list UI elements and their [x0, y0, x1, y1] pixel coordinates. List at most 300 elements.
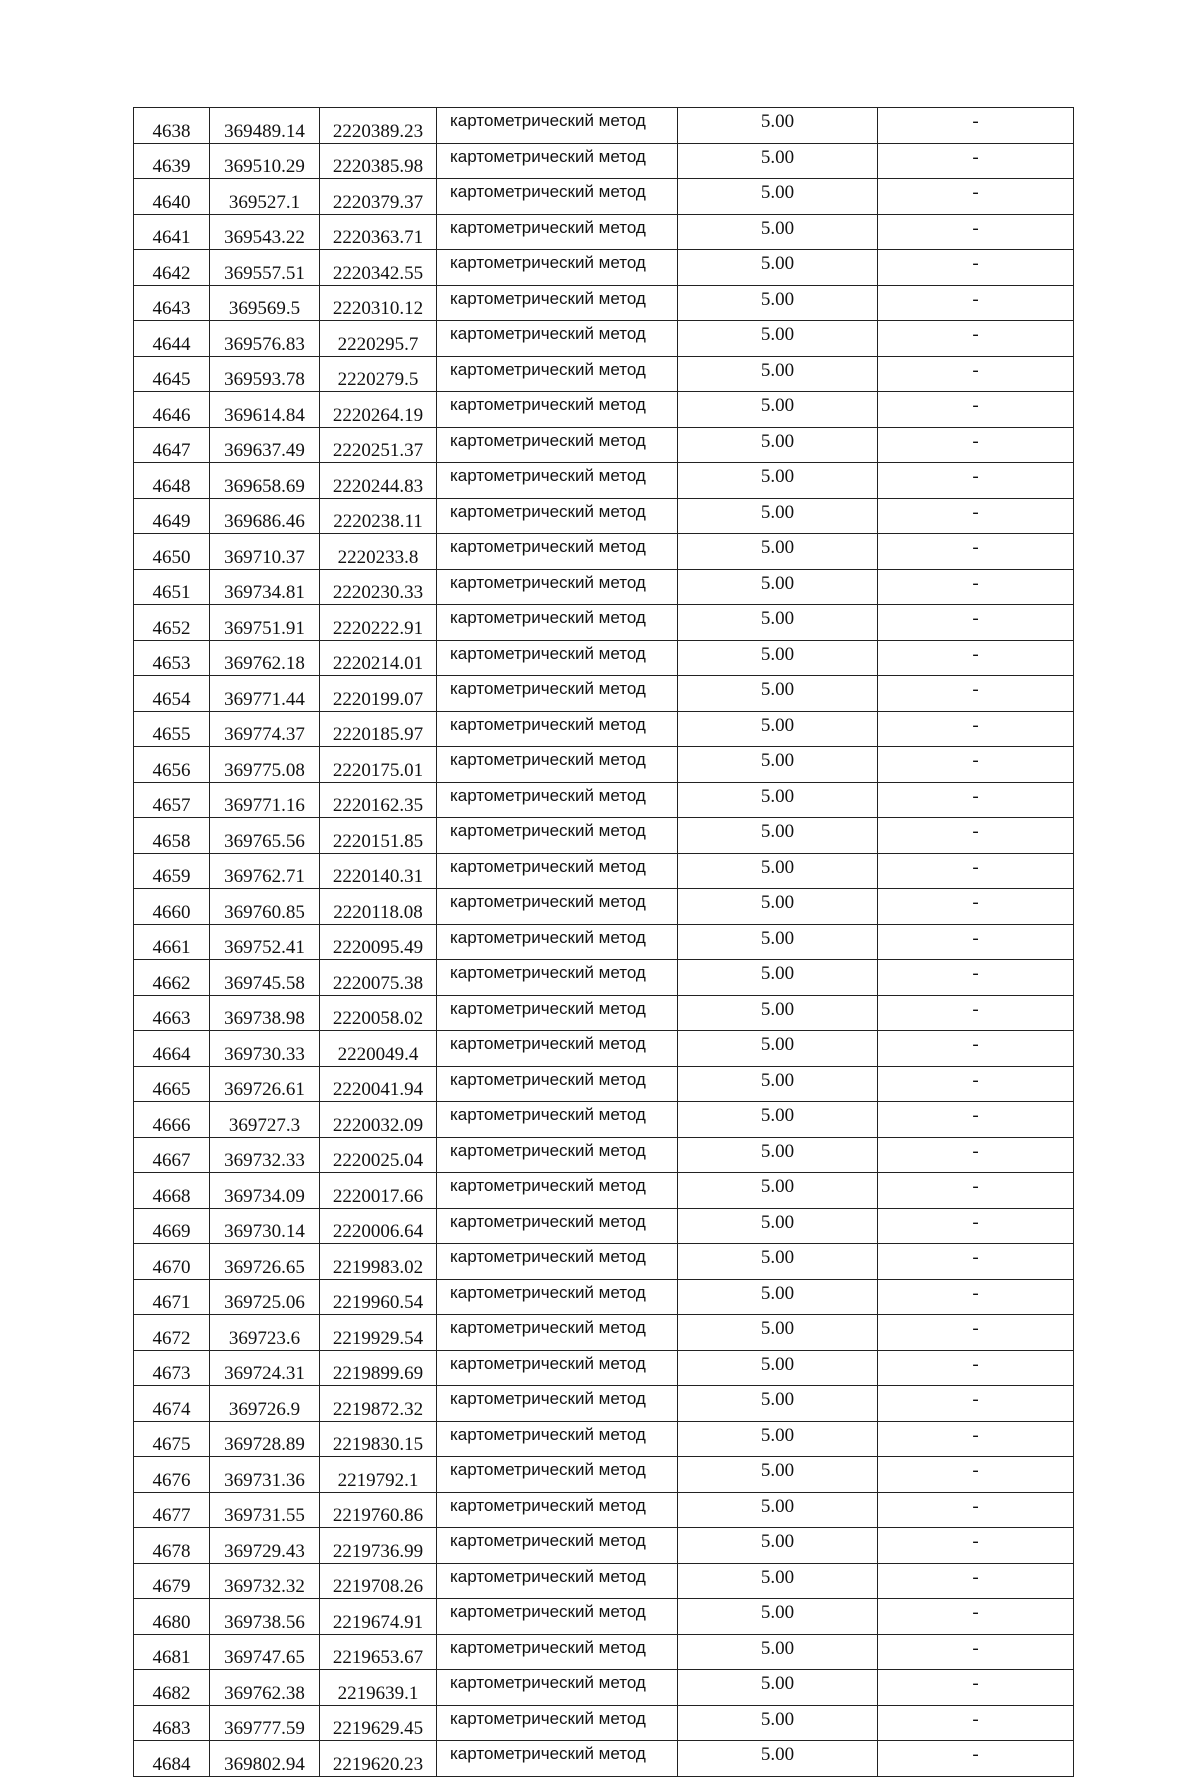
point-number-cell: 4684	[134, 1741, 210, 1777]
x-coordinate-cell: 369774.37	[210, 711, 320, 747]
method-cell: картометрический метод	[437, 250, 678, 286]
error-cell: 5.00	[678, 214, 878, 250]
point-number-cell: 4661	[134, 924, 210, 960]
error-cell: 5.00	[678, 321, 878, 357]
x-coordinate-cell: 369732.32	[210, 1563, 320, 1599]
point-number-cell: 4668	[134, 1173, 210, 1209]
x-coordinate-cell: 369730.33	[210, 1031, 320, 1067]
description-cell: -	[878, 960, 1074, 996]
x-coordinate-cell: 369576.83	[210, 321, 320, 357]
method-cell: картометрический метод	[437, 995, 678, 1031]
description-cell: -	[878, 1066, 1074, 1102]
point-number-cell: 4675	[134, 1421, 210, 1457]
point-number-cell: 4676	[134, 1457, 210, 1493]
table-row	[134, 1634, 1074, 1670]
method-cell: картометрический метод	[437, 640, 678, 676]
point-number-cell: 4653	[134, 640, 210, 676]
x-coordinate-cell: 369751.91	[210, 605, 320, 641]
error-cell: 5.00	[678, 356, 878, 392]
x-coordinate-cell: 369686.46	[210, 498, 320, 534]
table-row	[134, 1741, 1074, 1777]
x-coordinate-cell: 369723.6	[210, 1315, 320, 1351]
x-coordinate-cell: 369637.49	[210, 427, 320, 463]
description-cell: -	[878, 214, 1074, 250]
description-cell: -	[878, 143, 1074, 179]
method-cell: картометрический метод	[437, 1634, 678, 1670]
point-number-cell: 4646	[134, 392, 210, 428]
description-cell: -	[878, 1315, 1074, 1351]
method-cell: картометрический метод	[437, 605, 678, 641]
description-cell: -	[878, 1102, 1074, 1138]
method-cell: картометрический метод	[437, 853, 678, 889]
method-cell: картометрический метод	[437, 960, 678, 996]
y-coordinate-cell: 2220295.7	[320, 321, 437, 357]
method-cell: картометрический метод	[437, 782, 678, 818]
error-cell: 5.00	[678, 179, 878, 215]
description-cell: -	[878, 1137, 1074, 1173]
point-number-cell: 4652	[134, 605, 210, 641]
y-coordinate-cell: 2220214.01	[320, 640, 437, 676]
description-cell: -	[878, 1386, 1074, 1422]
table-row	[134, 1315, 1074, 1351]
point-number-cell: 4683	[134, 1705, 210, 1741]
description-cell: -	[878, 569, 1074, 605]
point-number-cell: 4679	[134, 1563, 210, 1599]
error-cell: 5.00	[678, 1741, 878, 1777]
description-cell: -	[878, 1457, 1074, 1493]
description-cell: -	[878, 1244, 1074, 1280]
table-row	[134, 1137, 1074, 1173]
method-cell: картометрический метод	[437, 1173, 678, 1209]
error-cell: 5.00	[678, 569, 878, 605]
description-cell: -	[878, 1634, 1074, 1670]
x-coordinate-cell: 369762.38	[210, 1670, 320, 1706]
method-cell: картометрический метод	[437, 179, 678, 215]
point-number-cell: 4666	[134, 1102, 210, 1138]
point-number-cell: 4665	[134, 1066, 210, 1102]
point-number-cell: 4663	[134, 995, 210, 1031]
description-cell: -	[878, 1599, 1074, 1635]
method-cell: картометрический метод	[437, 534, 678, 570]
method-cell: картометрический метод	[437, 463, 678, 499]
x-coordinate-cell: 369725.06	[210, 1279, 320, 1315]
table-row	[134, 1279, 1074, 1315]
x-coordinate-cell: 369747.65	[210, 1634, 320, 1670]
table-row	[134, 214, 1074, 250]
y-coordinate-cell: 2220049.4	[320, 1031, 437, 1067]
error-cell: 5.00	[678, 1670, 878, 1706]
y-coordinate-cell: 2220363.71	[320, 214, 437, 250]
table-row	[134, 285, 1074, 321]
y-coordinate-cell: 2219708.26	[320, 1563, 437, 1599]
point-number-cell: 4672	[134, 1315, 210, 1351]
error-cell: 5.00	[678, 1492, 878, 1528]
table-row	[134, 1208, 1074, 1244]
description-cell: -	[878, 676, 1074, 712]
table-row	[134, 924, 1074, 960]
x-coordinate-cell: 369728.89	[210, 1421, 320, 1457]
x-coordinate-cell: 369771.44	[210, 676, 320, 712]
table-row	[134, 1421, 1074, 1457]
method-cell: картометрический метод	[437, 1386, 678, 1422]
error-cell: 5.00	[678, 782, 878, 818]
x-coordinate-cell: 369527.1	[210, 179, 320, 215]
point-number-cell: 4660	[134, 889, 210, 925]
error-cell: 5.00	[678, 463, 878, 499]
y-coordinate-cell: 2219620.23	[320, 1741, 437, 1777]
y-coordinate-cell: 2220185.97	[320, 711, 437, 747]
table-row	[134, 1599, 1074, 1635]
description-cell: -	[878, 427, 1074, 463]
table-row	[134, 1066, 1074, 1102]
description-cell: -	[878, 853, 1074, 889]
y-coordinate-cell: 2220095.49	[320, 924, 437, 960]
method-cell: картометрический метод	[437, 392, 678, 428]
y-coordinate-cell: 2220230.33	[320, 569, 437, 605]
point-number-cell: 4674	[134, 1386, 210, 1422]
table-row	[134, 1173, 1074, 1209]
point-number-cell: 4641	[134, 214, 210, 250]
description-cell: -	[878, 605, 1074, 641]
table-row	[134, 605, 1074, 641]
y-coordinate-cell: 2220264.19	[320, 392, 437, 428]
table-row	[134, 108, 1074, 144]
point-number-cell: 4657	[134, 782, 210, 818]
table-row	[134, 569, 1074, 605]
description-cell: -	[878, 782, 1074, 818]
method-cell: картометрический метод	[437, 1350, 678, 1386]
y-coordinate-cell: 2220118.08	[320, 889, 437, 925]
table-row	[134, 1492, 1074, 1528]
table-row	[134, 782, 1074, 818]
method-cell: картометрический метод	[437, 1563, 678, 1599]
description-cell: -	[878, 356, 1074, 392]
x-coordinate-cell: 369734.81	[210, 569, 320, 605]
description-cell: -	[878, 924, 1074, 960]
method-cell: картометрический метод	[437, 1315, 678, 1351]
table-row	[134, 1102, 1074, 1138]
point-number-cell: 4664	[134, 1031, 210, 1067]
x-coordinate-cell: 369726.61	[210, 1066, 320, 1102]
error-cell: 5.00	[678, 1137, 878, 1173]
y-coordinate-cell: 2220006.64	[320, 1208, 437, 1244]
point-number-cell: 4669	[134, 1208, 210, 1244]
x-coordinate-cell: 369762.71	[210, 853, 320, 889]
method-cell: картометрический метод	[437, 427, 678, 463]
point-number-cell: 4656	[134, 747, 210, 783]
y-coordinate-cell: 2219983.02	[320, 1244, 437, 1280]
coordinates-table-body	[134, 108, 1074, 1777]
point-number-cell: 4651	[134, 569, 210, 605]
x-coordinate-cell: 369710.37	[210, 534, 320, 570]
point-number-cell: 4644	[134, 321, 210, 357]
table-row	[134, 960, 1074, 996]
y-coordinate-cell: 2220075.38	[320, 960, 437, 996]
point-number-cell: 4655	[134, 711, 210, 747]
error-cell: 5.00	[678, 285, 878, 321]
error-cell: 5.00	[678, 1173, 878, 1209]
y-coordinate-cell: 2220310.12	[320, 285, 437, 321]
y-coordinate-cell: 2220140.31	[320, 853, 437, 889]
x-coordinate-cell: 369729.43	[210, 1528, 320, 1564]
description-cell: -	[878, 534, 1074, 570]
error-cell: 5.00	[678, 143, 878, 179]
y-coordinate-cell: 2220244.83	[320, 463, 437, 499]
y-coordinate-cell: 2220017.66	[320, 1173, 437, 1209]
description-cell: -	[878, 498, 1074, 534]
error-cell: 5.00	[678, 1102, 878, 1138]
description-cell: -	[878, 1492, 1074, 1528]
table-row	[134, 1528, 1074, 1564]
y-coordinate-cell: 2220025.04	[320, 1137, 437, 1173]
x-coordinate-cell: 369658.69	[210, 463, 320, 499]
error-cell: 5.00	[678, 711, 878, 747]
point-number-cell: 4681	[134, 1634, 210, 1670]
point-number-cell: 4658	[134, 818, 210, 854]
y-coordinate-cell: 2220342.55	[320, 250, 437, 286]
table-row	[134, 1350, 1074, 1386]
point-number-cell: 4659	[134, 853, 210, 889]
error-cell: 5.00	[678, 250, 878, 286]
table-row	[134, 143, 1074, 179]
x-coordinate-cell: 369802.94	[210, 1741, 320, 1777]
table-row	[134, 1457, 1074, 1493]
error-cell: 5.00	[678, 1421, 878, 1457]
coordinates-table	[133, 107, 1074, 1777]
method-cell: картометрический метод	[437, 498, 678, 534]
method-cell: картометрический метод	[437, 924, 678, 960]
y-coordinate-cell: 2219760.86	[320, 1492, 437, 1528]
method-cell: картометрический метод	[437, 1066, 678, 1102]
description-cell: -	[878, 1421, 1074, 1457]
method-cell: картометрический метод	[437, 711, 678, 747]
x-coordinate-cell: 369765.56	[210, 818, 320, 854]
x-coordinate-cell: 369489.14	[210, 108, 320, 144]
x-coordinate-cell: 369731.36	[210, 1457, 320, 1493]
point-number-cell: 4645	[134, 356, 210, 392]
method-cell: картометрический метод	[437, 676, 678, 712]
method-cell: картометрический метод	[437, 143, 678, 179]
x-coordinate-cell: 369771.16	[210, 782, 320, 818]
x-coordinate-cell: 369510.29	[210, 143, 320, 179]
description-cell: -	[878, 285, 1074, 321]
table-row	[134, 1670, 1074, 1706]
description-cell: -	[878, 1528, 1074, 1564]
y-coordinate-cell: 2219872.32	[320, 1386, 437, 1422]
error-cell: 5.00	[678, 1457, 878, 1493]
x-coordinate-cell: 369760.85	[210, 889, 320, 925]
table-row	[134, 1031, 1074, 1067]
method-cell: картометрический метод	[437, 889, 678, 925]
description-cell: -	[878, 747, 1074, 783]
method-cell: картометрический метод	[437, 1031, 678, 1067]
table-row	[134, 676, 1074, 712]
y-coordinate-cell: 2220151.85	[320, 818, 437, 854]
method-cell: картометрический метод	[437, 356, 678, 392]
method-cell: картометрический метод	[437, 1741, 678, 1777]
method-cell: картометрический метод	[437, 747, 678, 783]
point-number-cell: 4648	[134, 463, 210, 499]
method-cell: картометрический метод	[437, 321, 678, 357]
description-cell: -	[878, 392, 1074, 428]
error-cell: 5.00	[678, 108, 878, 144]
description-cell: -	[878, 889, 1074, 925]
error-cell: 5.00	[678, 889, 878, 925]
description-cell: -	[878, 250, 1074, 286]
error-cell: 5.00	[678, 1350, 878, 1386]
method-cell: картометрический метод	[437, 569, 678, 605]
point-number-cell: 4677	[134, 1492, 210, 1528]
y-coordinate-cell: 2219639.1	[320, 1670, 437, 1706]
error-cell: 5.00	[678, 747, 878, 783]
point-number-cell: 4662	[134, 960, 210, 996]
x-coordinate-cell: 369726.9	[210, 1386, 320, 1422]
table-row	[134, 321, 1074, 357]
table-row	[134, 1244, 1074, 1280]
description-cell: -	[878, 1350, 1074, 1386]
x-coordinate-cell: 369614.84	[210, 392, 320, 428]
error-cell: 5.00	[678, 640, 878, 676]
table-row	[134, 498, 1074, 534]
description-cell: -	[878, 640, 1074, 676]
table-row	[134, 463, 1074, 499]
point-number-cell: 4650	[134, 534, 210, 570]
method-cell: картометрический метод	[437, 1102, 678, 1138]
point-number-cell: 4643	[134, 285, 210, 321]
point-number-cell: 4642	[134, 250, 210, 286]
error-cell: 5.00	[678, 818, 878, 854]
point-number-cell: 4673	[134, 1350, 210, 1386]
error-cell: 5.00	[678, 1634, 878, 1670]
point-number-cell: 4654	[134, 676, 210, 712]
y-coordinate-cell: 2219629.45	[320, 1705, 437, 1741]
y-coordinate-cell: 2219960.54	[320, 1279, 437, 1315]
description-cell: -	[878, 1173, 1074, 1209]
point-number-cell: 4680	[134, 1599, 210, 1635]
table-row	[134, 534, 1074, 570]
y-coordinate-cell: 2220251.37	[320, 427, 437, 463]
error-cell: 5.00	[678, 1244, 878, 1280]
table-row	[134, 889, 1074, 925]
y-coordinate-cell: 2220233.8	[320, 534, 437, 570]
point-number-cell: 4678	[134, 1528, 210, 1564]
point-number-cell: 4671	[134, 1279, 210, 1315]
method-cell: картометрический метод	[437, 285, 678, 321]
y-coordinate-cell: 2219674.91	[320, 1599, 437, 1635]
method-cell: картометрический метод	[437, 214, 678, 250]
error-cell: 5.00	[678, 1705, 878, 1741]
error-cell: 5.00	[678, 392, 878, 428]
y-coordinate-cell: 2220032.09	[320, 1102, 437, 1138]
method-cell: картометрический метод	[437, 1492, 678, 1528]
description-cell: -	[878, 995, 1074, 1031]
y-coordinate-cell: 2220389.23	[320, 108, 437, 144]
x-coordinate-cell: 369745.58	[210, 960, 320, 996]
error-cell: 5.00	[678, 1386, 878, 1422]
method-cell: картометрический метод	[437, 108, 678, 144]
error-cell: 5.00	[678, 853, 878, 889]
x-coordinate-cell: 369543.22	[210, 214, 320, 250]
description-cell: -	[878, 1741, 1074, 1777]
error-cell: 5.00	[678, 995, 878, 1031]
point-number-cell: 4682	[134, 1670, 210, 1706]
error-cell: 5.00	[678, 1066, 878, 1102]
description-cell: -	[878, 1208, 1074, 1244]
y-coordinate-cell: 2219792.1	[320, 1457, 437, 1493]
error-cell: 5.00	[678, 1279, 878, 1315]
method-cell: картометрический метод	[437, 818, 678, 854]
error-cell: 5.00	[678, 534, 878, 570]
x-coordinate-cell: 369730.14	[210, 1208, 320, 1244]
method-cell: картометрический метод	[437, 1137, 678, 1173]
point-number-cell: 4649	[134, 498, 210, 534]
y-coordinate-cell: 2220379.37	[320, 179, 437, 215]
x-coordinate-cell: 369593.78	[210, 356, 320, 392]
description-cell: -	[878, 1563, 1074, 1599]
y-coordinate-cell: 2220385.98	[320, 143, 437, 179]
x-coordinate-cell: 369777.59	[210, 1705, 320, 1741]
description-cell: -	[878, 818, 1074, 854]
description-cell: -	[878, 179, 1074, 215]
table-row	[134, 711, 1074, 747]
y-coordinate-cell: 2219653.67	[320, 1634, 437, 1670]
y-coordinate-cell: 2220199.07	[320, 676, 437, 712]
y-coordinate-cell: 2220222.91	[320, 605, 437, 641]
table-row	[134, 747, 1074, 783]
method-cell: картометрический метод	[437, 1599, 678, 1635]
table-row	[134, 250, 1074, 286]
x-coordinate-cell: 369557.51	[210, 250, 320, 286]
y-coordinate-cell: 2220238.11	[320, 498, 437, 534]
x-coordinate-cell: 369738.98	[210, 995, 320, 1031]
y-coordinate-cell: 2220175.01	[320, 747, 437, 783]
description-cell: -	[878, 711, 1074, 747]
description-cell: -	[878, 1705, 1074, 1741]
error-cell: 5.00	[678, 498, 878, 534]
x-coordinate-cell: 369752.41	[210, 924, 320, 960]
table-row	[134, 995, 1074, 1031]
y-coordinate-cell: 2219830.15	[320, 1421, 437, 1457]
error-cell: 5.00	[678, 676, 878, 712]
method-cell: картометрический метод	[437, 1705, 678, 1741]
x-coordinate-cell: 369775.08	[210, 747, 320, 783]
point-number-cell: 4639	[134, 143, 210, 179]
method-cell: картометрический метод	[437, 1244, 678, 1280]
x-coordinate-cell: 369726.65	[210, 1244, 320, 1280]
error-cell: 5.00	[678, 1599, 878, 1635]
table-row	[134, 356, 1074, 392]
table-row	[134, 427, 1074, 463]
description-cell: -	[878, 1279, 1074, 1315]
table-row	[134, 392, 1074, 428]
y-coordinate-cell: 2219736.99	[320, 1528, 437, 1564]
point-number-cell: 4638	[134, 108, 210, 144]
method-cell: картометрический метод	[437, 1528, 678, 1564]
error-cell: 5.00	[678, 1208, 878, 1244]
error-cell: 5.00	[678, 1528, 878, 1564]
x-coordinate-cell: 369762.18	[210, 640, 320, 676]
error-cell: 5.00	[678, 1031, 878, 1067]
x-coordinate-cell: 369724.31	[210, 1350, 320, 1386]
method-cell: картометрический метод	[437, 1208, 678, 1244]
point-number-cell: 4667	[134, 1137, 210, 1173]
description-cell: -	[878, 463, 1074, 499]
table-row	[134, 1563, 1074, 1599]
method-cell: картометрический метод	[437, 1279, 678, 1315]
method-cell: картометрический метод	[437, 1457, 678, 1493]
description-cell: -	[878, 1670, 1074, 1706]
description-cell: -	[878, 321, 1074, 357]
